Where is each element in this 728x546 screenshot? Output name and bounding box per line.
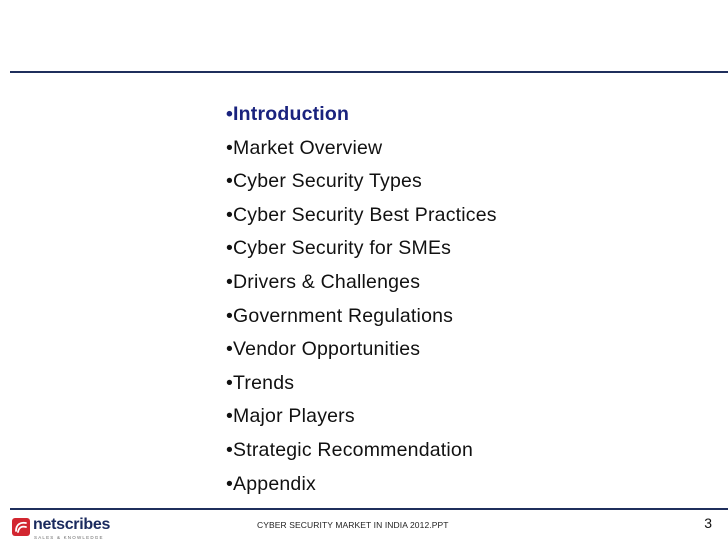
agenda-item-smes[interactable]: •Cyber Security for SMEs bbox=[226, 237, 452, 260]
agenda-item-drivers-challenges[interactable]: •Drivers & Challenges bbox=[226, 270, 421, 293]
agenda-list bbox=[226, 98, 497, 501]
top-divider bbox=[10, 71, 728, 73]
netscribes-logo bbox=[8, 515, 120, 543]
agenda-item-strategic-recommendation[interactable]: •Strategic Recommendation bbox=[226, 438, 474, 461]
bottom-divider bbox=[10, 508, 728, 510]
agenda-item-cyber-security-types[interactable]: •Cyber Security Types bbox=[226, 170, 422, 193]
footer-title: CYBER SECURITY MARKET IN INDIA 2012.PPT bbox=[257, 520, 449, 530]
page-number: 3 bbox=[704, 515, 712, 531]
agenda-item-market-overview[interactable]: •Market Overview bbox=[226, 136, 383, 159]
agenda-item-best-practices[interactable]: •Cyber Security Best Practices bbox=[226, 203, 497, 226]
netscribes-logo-icon bbox=[12, 518, 30, 536]
logo-tagline: SALES & KNOWLEDGE bbox=[34, 535, 104, 540]
agenda-item-introduction[interactable]: •Introduction bbox=[226, 103, 350, 125]
agenda-item-trends[interactable]: •Trends bbox=[226, 371, 295, 394]
agenda-item-government-regulations[interactable]: •Government Regulations bbox=[226, 304, 454, 327]
agenda-item-appendix[interactable]: •Appendix bbox=[226, 472, 316, 495]
agenda-item-vendor-opportunities[interactable]: •Vendor Opportunities bbox=[226, 338, 421, 361]
agenda-item-major-players[interactable]: •Major Players bbox=[226, 405, 355, 428]
logo-wordmark: netscribes bbox=[33, 516, 111, 533]
